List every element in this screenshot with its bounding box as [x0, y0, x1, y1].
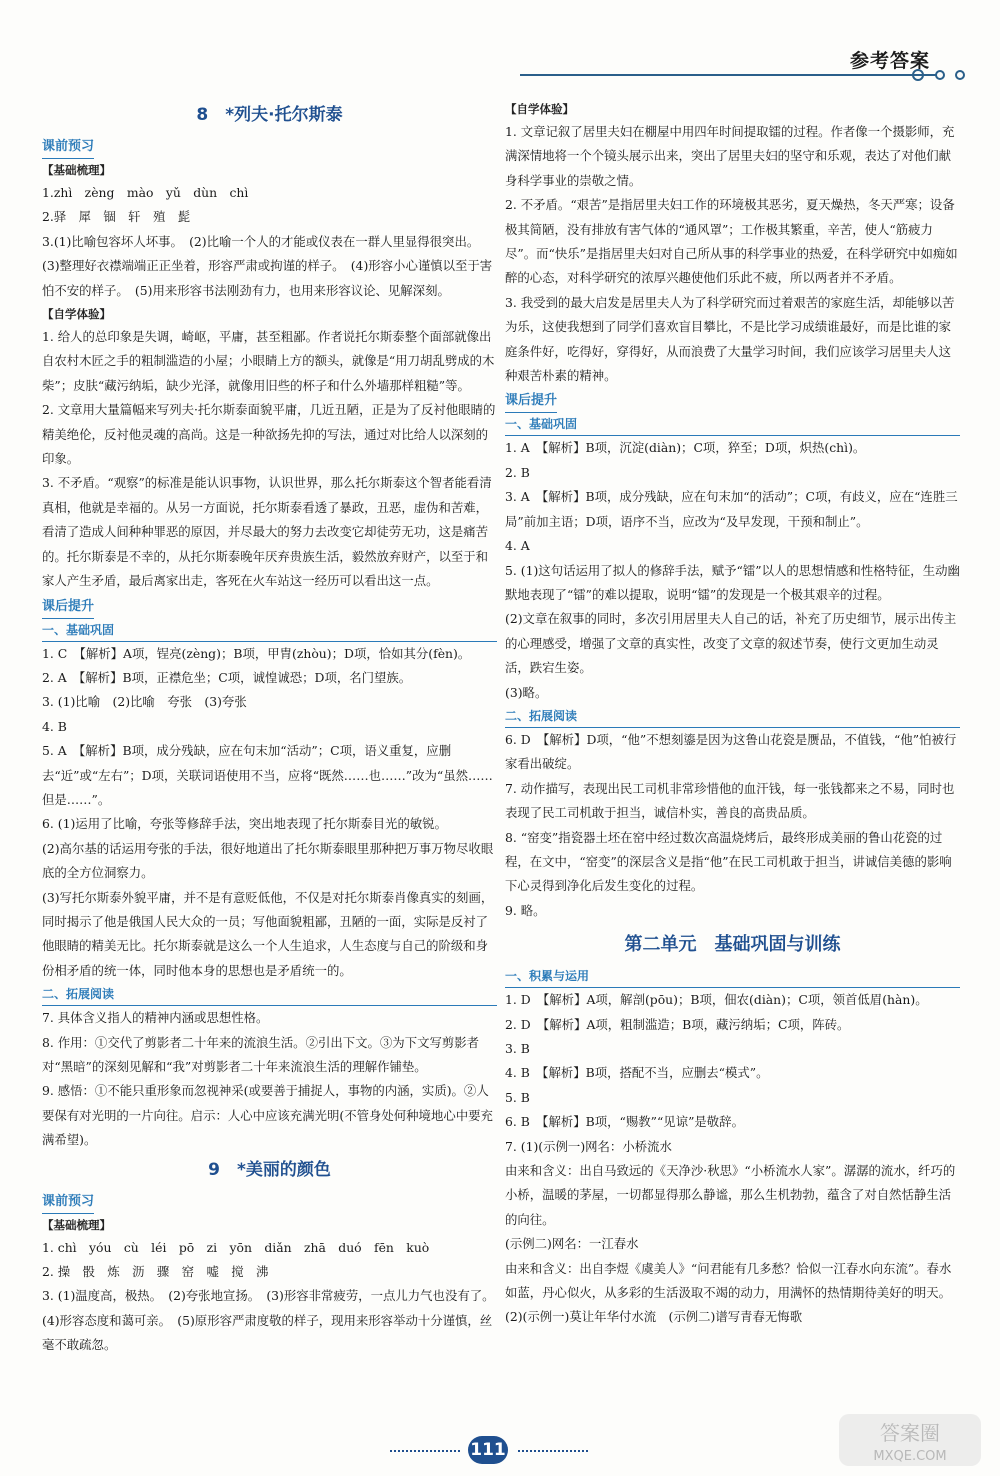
unit-title: 第二单元 基础巩固与训练 — [624, 934, 841, 956]
answer-paragraph: 7. 动作描写，表现出民工司机非常珍惜他的血汗钱，每一张钱都来之不易，同时也表现了民工司机敢于担当，诚信朴实，善良的高贵品质。 — [505, 780, 955, 821]
answer-paragraph: 8. “窑变”指瓷器土坯在窑中经过数次高温烧烤后，最终形成美丽的鲁山花瓷的过程，在文中，“窑变”的深层含义是指“他”在民工司机敢于担当，讲诚信美德的影响下心灵得到净化后发生变化的过程。 — [505, 829, 952, 894]
answer-paragraph: 4. B — [42, 718, 67, 734]
answer-paragraph: 3. 我受到的最大启发是居里夫人为了科学研究而过着艰苦的家庭生活，却能够以苦为乐，这使我想到了同学们喜欢盲目攀比，不是比学习成绩谁最好，而是比谁的家庭条件好，吃得好，穿得好，从而浪费了大量学习时间，我们应该学习居里夫人这种艰苦朴素的精神。 — [505, 294, 955, 384]
subsection-label: 【基础梳理】 — [42, 1217, 111, 1232]
section-heading-row — [42, 594, 497, 619]
answer-paragraph: 2.驿 犀 锢 轩 殖 髭 — [42, 209, 191, 225]
section-heading-row — [505, 388, 960, 413]
answer-paragraph: (示例二)网名：一江春水 — [505, 1236, 639, 1252]
footer-dash-right — [518, 1450, 588, 1454]
page-number: 111 — [468, 1436, 508, 1464]
answer-paragraph: 由来和含义：出自马致远的《天净沙·秋思》“小桥流水人家”。潺潺的流水，纤巧的小桥，温暖的茅屋，一切都显得那么静谧，那么生机勃勃，蕴含了对自然恬静生活的向往。 — [505, 1163, 956, 1227]
answer-paragraph: 9. 略。 — [505, 902, 546, 918]
answer-paragraph: (2)高尔基的话运用夸张的手法，很好地道出了托尔斯泰眼里那种把万事万物尽收眼底的全方位洞察力。 — [42, 840, 494, 881]
left-column — [42, 98, 501, 1358]
header-title: 参考答案 — [849, 50, 930, 72]
lesson-title: 9 *美丽的颜色 — [208, 1159, 331, 1180]
subsection-label: 【自学体验】 — [505, 102, 574, 116]
subsection-label: 【自学体验】 — [42, 307, 111, 322]
answer-paragraph: 2. B — [505, 464, 530, 480]
answer-paragraph: 6. (1)运用了比喻，夸张等修辞手法，突出地表现了托尔斯泰目光的敏锐。 — [42, 816, 448, 832]
answer-paragraph: 9. 感悟：①不能只重形象而忽视神采(或要善于捕捉人，事物的内涵，实质)。②人要保有对光明的一片向往。启示：人心中应该充满光明(不管身处何种境地心中要充满希望)。 — [42, 1083, 493, 1148]
watermark-icon — [835, 1410, 985, 1470]
answer-paragraph: 3.(1)比喻包容坏人坏事。 (2)比喻一个人的才能或仪表在一群人里显得很突出。 (3)整理好衣襟端端正正坐着，形容严肃或拘谨的样子。 (4)形容小心谨慎以至于害怕不安的样子。 (5)用来形容书法刚劲有力，也用来形容议论、见解深刻。 — [42, 233, 493, 298]
answer-paragraph: (2)(示例一)莫让年华付水流 (示例二)谱写青春无悔歌 — [505, 1309, 803, 1325]
page-footer — [390, 1436, 610, 1466]
answer-paragraph: 3. 不矛盾。“观察”的标准是能认识事物，认识世界，那么托尔斯泰这个智者能看清真相，他就是幸福的。从另一方面说，托尔斯泰看透了暴政，丑恶，虚伪和苦难，看清了造成人间种种罪恶的原因，并尽最大的努力去改变它却徒劳无功，这是痛苦的。托尔斯泰是不幸的，从托尔斯泰晚年厌弃贵族生活，毅然放弃财产，以至于和家人产生矛盾，最后离家出走，客死在火车站这一经历可以看出这一点。 — [42, 475, 492, 589]
page-header — [520, 40, 980, 90]
section-heading-row — [42, 1189, 497, 1214]
answer-paragraph: 1. 给人的总印象是失调，崎岖，平庸，甚至粗鄙。作者说托尔斯泰整个面部就像出自农村木匠之手的粗制滥造的小屋；小眼睛上方的额头，就像是“用刀胡乱劈成的木柴”；皮肤“藏污纳垢，缺少光泽，就像用旧些的杯子和什么外墙那样粗糙”等。 — [42, 329, 495, 393]
answer-paragraph: 1.zhì zèng mào yǔ dùn chì — [42, 185, 249, 200]
svg-text:答案圈: 答案圈 — [880, 1421, 940, 1445]
right-column — [505, 98, 960, 1330]
answer-paragraph: 3. (1)比喻 (2)比喻 夸张 (3)夸张 — [42, 694, 247, 710]
answer-paragraph: 1. D 【解析】A项，解剖(pōu)；B项，佃农(diàn)；C项，领首低眉(hàn)。 — [505, 992, 928, 1008]
subsection-heading: 二、拓展阅读 — [505, 705, 960, 728]
answer-paragraph: (2)文章在叙事的同时，多次引用居里夫人自己的话，补充了历史细节，展示出传主的心理感受，增强了文章的真实性，改变了文章的叙述节奏，使行文更加生动灵活，跌宕生姿。 — [505, 611, 957, 676]
answer-paragraph: 1. A 【解析】B项，沉淀(diàn)；C项，猝至；D项，炽热(chì)。 — [505, 440, 866, 456]
answer-paragraph: 2. 文章用大量篇幅来写列夫·托尔斯泰面貌平庸，几近丑陋，正是为了反衬他眼睛的精美绝伦，反衬他灵魂的高尚。这是一种欲扬先抑的写法，通过对比给人以深刻的印象。 — [42, 402, 496, 467]
subsection-heading: 二、拓展阅读 — [42, 983, 497, 1006]
answer-paragraph: 1. C 【解析】A项，锃亮(zèng)；B项，甲胄(zhòu)；D项，恰如其分(fèn)。 — [42, 645, 471, 661]
answer-paragraph: 2. A 【解析】B项，正襟危坐；C项，诚惶诚恐；D项，名门望族。 — [42, 669, 412, 685]
answer-paragraph: 8. 作用：①交代了剪影者二十年来的流浪生活。②引出下文。③为下文写剪影者对“黑暗”的深刻见解和“我”对剪影者二十年来流浪生活的理解作铺垫。 — [42, 1034, 480, 1074]
answer-paragraph: 7. 具体含义指人的精神内涵或思想性格。 — [42, 1010, 269, 1026]
section-heading: 课前预习 — [42, 136, 94, 159]
answer-paragraph: 6. D 【解析】D项，“他”不想刻鎏是因为这鲁山花瓷是赝品，不值钱，“他”怕被行家看出破绽。 — [505, 731, 957, 772]
subsection-heading: 一、积累与运用 — [505, 965, 960, 988]
answer-paragraph: 5. B — [505, 1089, 530, 1105]
answer-paragraph: 5. (1)这句话运用了拟人的修辞手法，赋予“镭”以人的思想情感和性格特征，生动幽默地表现了“镭”的难以提取，说明“镭”的发现是一个极其艰辛的过程。 — [505, 562, 960, 602]
answer-paragraph: 2. 操 骰 炼 沥 骤 窑 嘘 搅 沸 — [42, 1264, 269, 1280]
answer-paragraph: 3. (1)温度高，极热。 (2)夸张地宣扬。 (3)形容非常疲劳，一点儿力气也没有了。 (4)形容态度和蔼可亲。 (5)原形容严肃度敬的样子，现用来形容举动十分谨慎，丝毫不敢疏忽。 — [42, 1288, 501, 1353]
answer-paragraph: (3)写托尔斯泰外貌平庸，并不是有意贬低他，不仅是对托尔斯泰肖像真实的刻画，同时揭示了他是俄国人民大众的一员；写他面貌粗鄙，丑陋的一面，实际是反衬了他眼睛的精美无比。托尔斯泰就是这么一个人生追求，人生态度与自己的阶级和身份相矛盾的统一体，同时他本身的思想也是矛盾统一的。 — [42, 889, 494, 978]
answer-paragraph: 4. A — [505, 538, 530, 554]
section-heading: 课前预习 — [42, 1191, 94, 1214]
answer-paragraph: 2. D 【解析】A项，粗制滥造；B项，藏污纳垢；C项，阵砖。 — [505, 1016, 850, 1032]
answer-paragraph: 5. A 【解析】B项，成分残缺，应在句末加“活动”；C项，语义重复，应删去“近”或“左右”；D项，关联词语使用不当，应将“既然……也……”改为“虽然……但是……”。 — [42, 743, 493, 807]
answer-paragraph: 3. A 【解析】B项，成分残缺，应在句末加“的活动”；C项，有歧义，应在“连胜三局”前加主语；D项，语序不当，应改为“及早发现，干预和制止”。 — [505, 489, 958, 529]
answer-paragraph: 7. (1)(示例一)网名：小桥流水 — [505, 1138, 672, 1154]
section-heading: 课后提升 — [505, 390, 557, 413]
answer-paragraph: 1. 文章记叙了居里夫妇在棚屋中用四年时间提取镭的过程。作者像一个摄影师，充满深情地将一个个镜头展示出来，突出了居里夫妇的坚守和乐观，表达了对他们献身科学事业的崇敬之情。 — [505, 124, 955, 188]
answer-paragraph: 4. B 【解析】B项，搭配不当，应删去“模式”。 — [505, 1065, 769, 1081]
answer-paragraph: (3)略。 — [505, 684, 548, 700]
watermark-logo — [835, 1410, 985, 1470]
answer-paragraph: 3. B — [505, 1041, 530, 1056]
header-dots-icon — [910, 66, 970, 84]
section-heading: 课后提升 — [42, 596, 94, 619]
subsection-label: 【基础梳理】 — [42, 163, 111, 177]
subsection-heading: 一、基础巩固 — [505, 413, 960, 436]
footer-dash-left — [390, 1450, 460, 1454]
answer-paragraph: 2. 不矛盾。“艰苦”是指居里夫妇工作的环境极其恶劣，夏天燥热，冬天严寒；设备极其简陋，没有排放有害气体的“通风罩”；工作极其繁重，辛苦，使人“筋疲力尽”。而“快乐”是指居里夫妇对自己所从事的科学事业的热爱，在科学研究中如痴如醉的心态，对科学研究的浓厚兴趣使他们乐此不疲，所以两者并不矛盾。 — [505, 197, 958, 286]
lesson-title: 8 *列夫·托尔斯泰 — [196, 105, 343, 125]
answer-paragraph: 6. B 【解析】B项，“赐教”“见谅”是敬辞。 — [505, 1114, 744, 1130]
answer-paragraph: 1. chì yóu cù léi pō zi yōn diǎn zhā duó fēn kuò — [42, 1239, 430, 1255]
section-heading-row — [42, 134, 497, 159]
answer-paragraph: 由来和含义：出自李煜《虞美人》“问君能有几多愁？恰似一江春水向东流”。春水如蓝，丹心似火，从多彩的生活汲取不竭的动力，用满怀的热情期待美好的明天。 — [505, 1260, 952, 1301]
subsection-heading: 一、基础巩固 — [42, 619, 497, 642]
svg-text:MXQE.COM: MXQE.COM — [873, 1449, 947, 1464]
header-rule — [520, 74, 930, 76]
